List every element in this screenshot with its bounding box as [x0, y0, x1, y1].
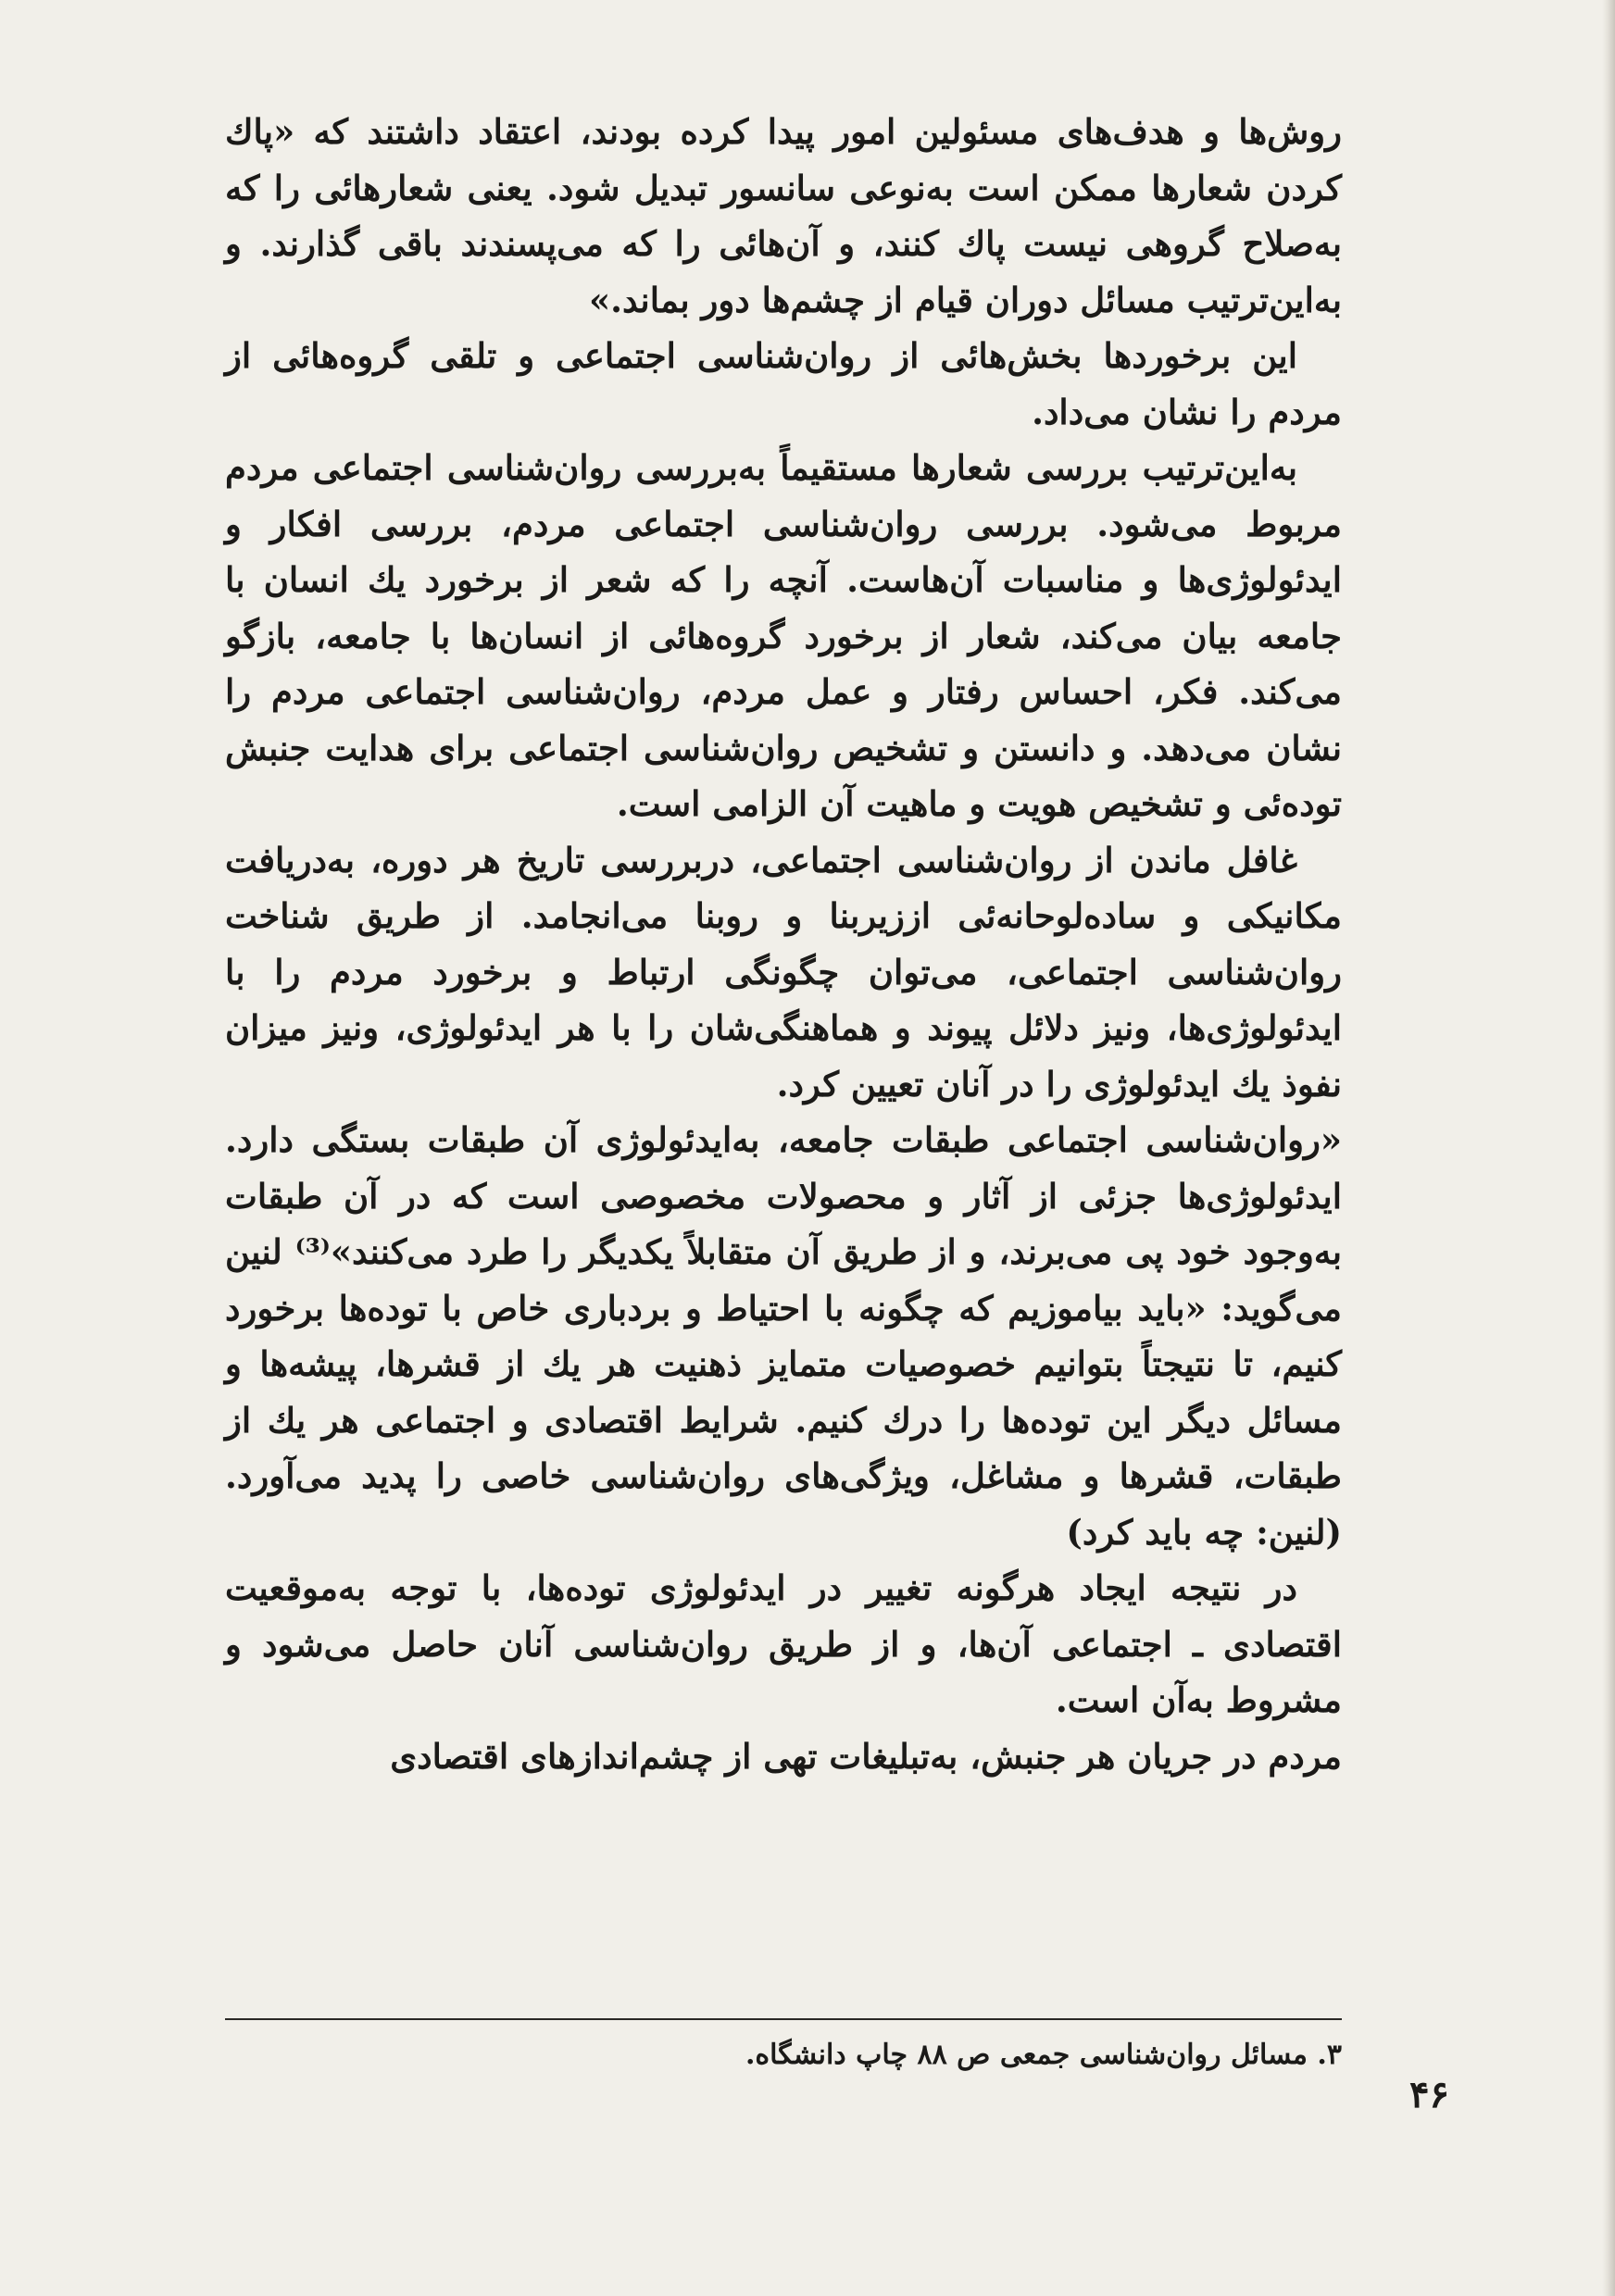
- paragraph-7: مردم در جریان هر جنبش، به‌تبلیغات تهی از چشم‌اندازهای اقتصادی: [390, 1735, 1342, 1777]
- page-edge-shadow: [1602, 0, 1615, 2296]
- footnote: ۳. مسائل روان‌شناسی جمعی ص ۸۸ چاپ دانشگاه.: [745, 2039, 1342, 2071]
- paragraph-3: به‌این‌ترتیب بررسی شعارها مستقیماً به‌بررسی روان‌شناسی اجتماعی مردم مربوط می‌شود. بررسی روان‌شناسی اجتماعی مردم، بررسی افکار و ایدئولوژی‌ها و مناسبات آن‌هاست. آنچه را که شعر از برخورد یك انسان با جامعه بیان می‌کند، شعار از برخورد گروه‌هائی از انسان‌ها با جامعه، بازگو می‌کند. فکر، احساس رفتار و عمل مردم، روان‌شناسی اجتماعی مردم را نشان می‌دهد. و دانستن و تشخیص روان‌شناسی اجتماعی برای هدایت جنبش توده‌ئی و تشخیص هویت و ماهیت آن الزامی است.: [225, 447, 1342, 824]
- paragraph-5-quote: «روان‌شناسی اجتماعی طبقات جامعه، به‌ایدئولوژی آن طبقات بستگی دارد. ایدئولوژی‌ها جزئی از آثار و محصولات مخصوصی است که در آن طبقات به‌وجود خود پی می‌برند، و از طریق آن متقابلاً یکدیگر را طرد می‌کنند»⁽³⁾ لنین می‌گوید: «باید بیاموزیم که چگونه با احتیاط و بردباری خاص با توده‌ها برخورد کنیم، تا نتیجتاً بتوانیم خصوصیات متمایز ذهنیت هر یك از قشرها، پیشه‌ها و مسائل دیگر این توده‌ها را درك کنیم. شرایط اقتصادی و اجتماعی هر یك از طبقات، قشرها و مشاغل، ویژگی‌های روان‌شناسی خاصی را پدید می‌آورد. (لنین: چه باید کرد): [225, 1119, 1343, 1553]
- paragraph-4: غافل ماندن از روان‌شناسی اجتماعی، دربررسی تاریخ هر دوره، به‌دریافت مکانیکی و ساده‌لوحانه‌ئی اززیربنا و روبنا می‌انجامد. از طریق شناخت روان‌شناسی اجتماعی، می‌توان چگونگی ارتباط و برخورد مردم را با ایدئولوژی‌ها، ونیز دلائل پیوند و هماهنگی‌شان را با هر ایدئولوژی، ونیز میزان نفوذ یك ایدئولوژی را در آنان تعیین کرد.: [225, 839, 1342, 1104]
- paragraph-2: این برخوردها بخش‌هائی از روان‌شناسی اجتماعی و تلقی گروه‌هائی از مردم را نشان می‌داد.: [225, 335, 1342, 432]
- body-text: [225, 104, 1342, 1784]
- page-number: ۴۶: [1409, 2073, 1449, 2116]
- paragraph-6: در نتیجه ایجاد هرگونه تغییر در ایدئولوژی توده‌ها، با توجه به‌موقعیت اقتصادی ـ اجتماعی آن‌ها، و از طریق روان‌شناسی آنان حاصل می‌شود و مشروط به‌آن است.: [225, 1567, 1342, 1720]
- paragraph-1: روش‌ها و هدف‌های مسئولین امور پیدا کرده بودند، اعتقاد داشتند که «پاك کردن شعارها ممکن است به‌نوعی سانسور تبدیل شود. یعنی شعارهائی را که به‌صلاح گروهی نیست پاك کنند، و آن‌هائی را که می‌پسندند باقی گذارند. و به‌این‌ترتیب مسائل دوران قیام از چشم‌ها دور بماند.»: [225, 111, 1342, 320]
- footnote-divider: [225, 2018, 1342, 2020]
